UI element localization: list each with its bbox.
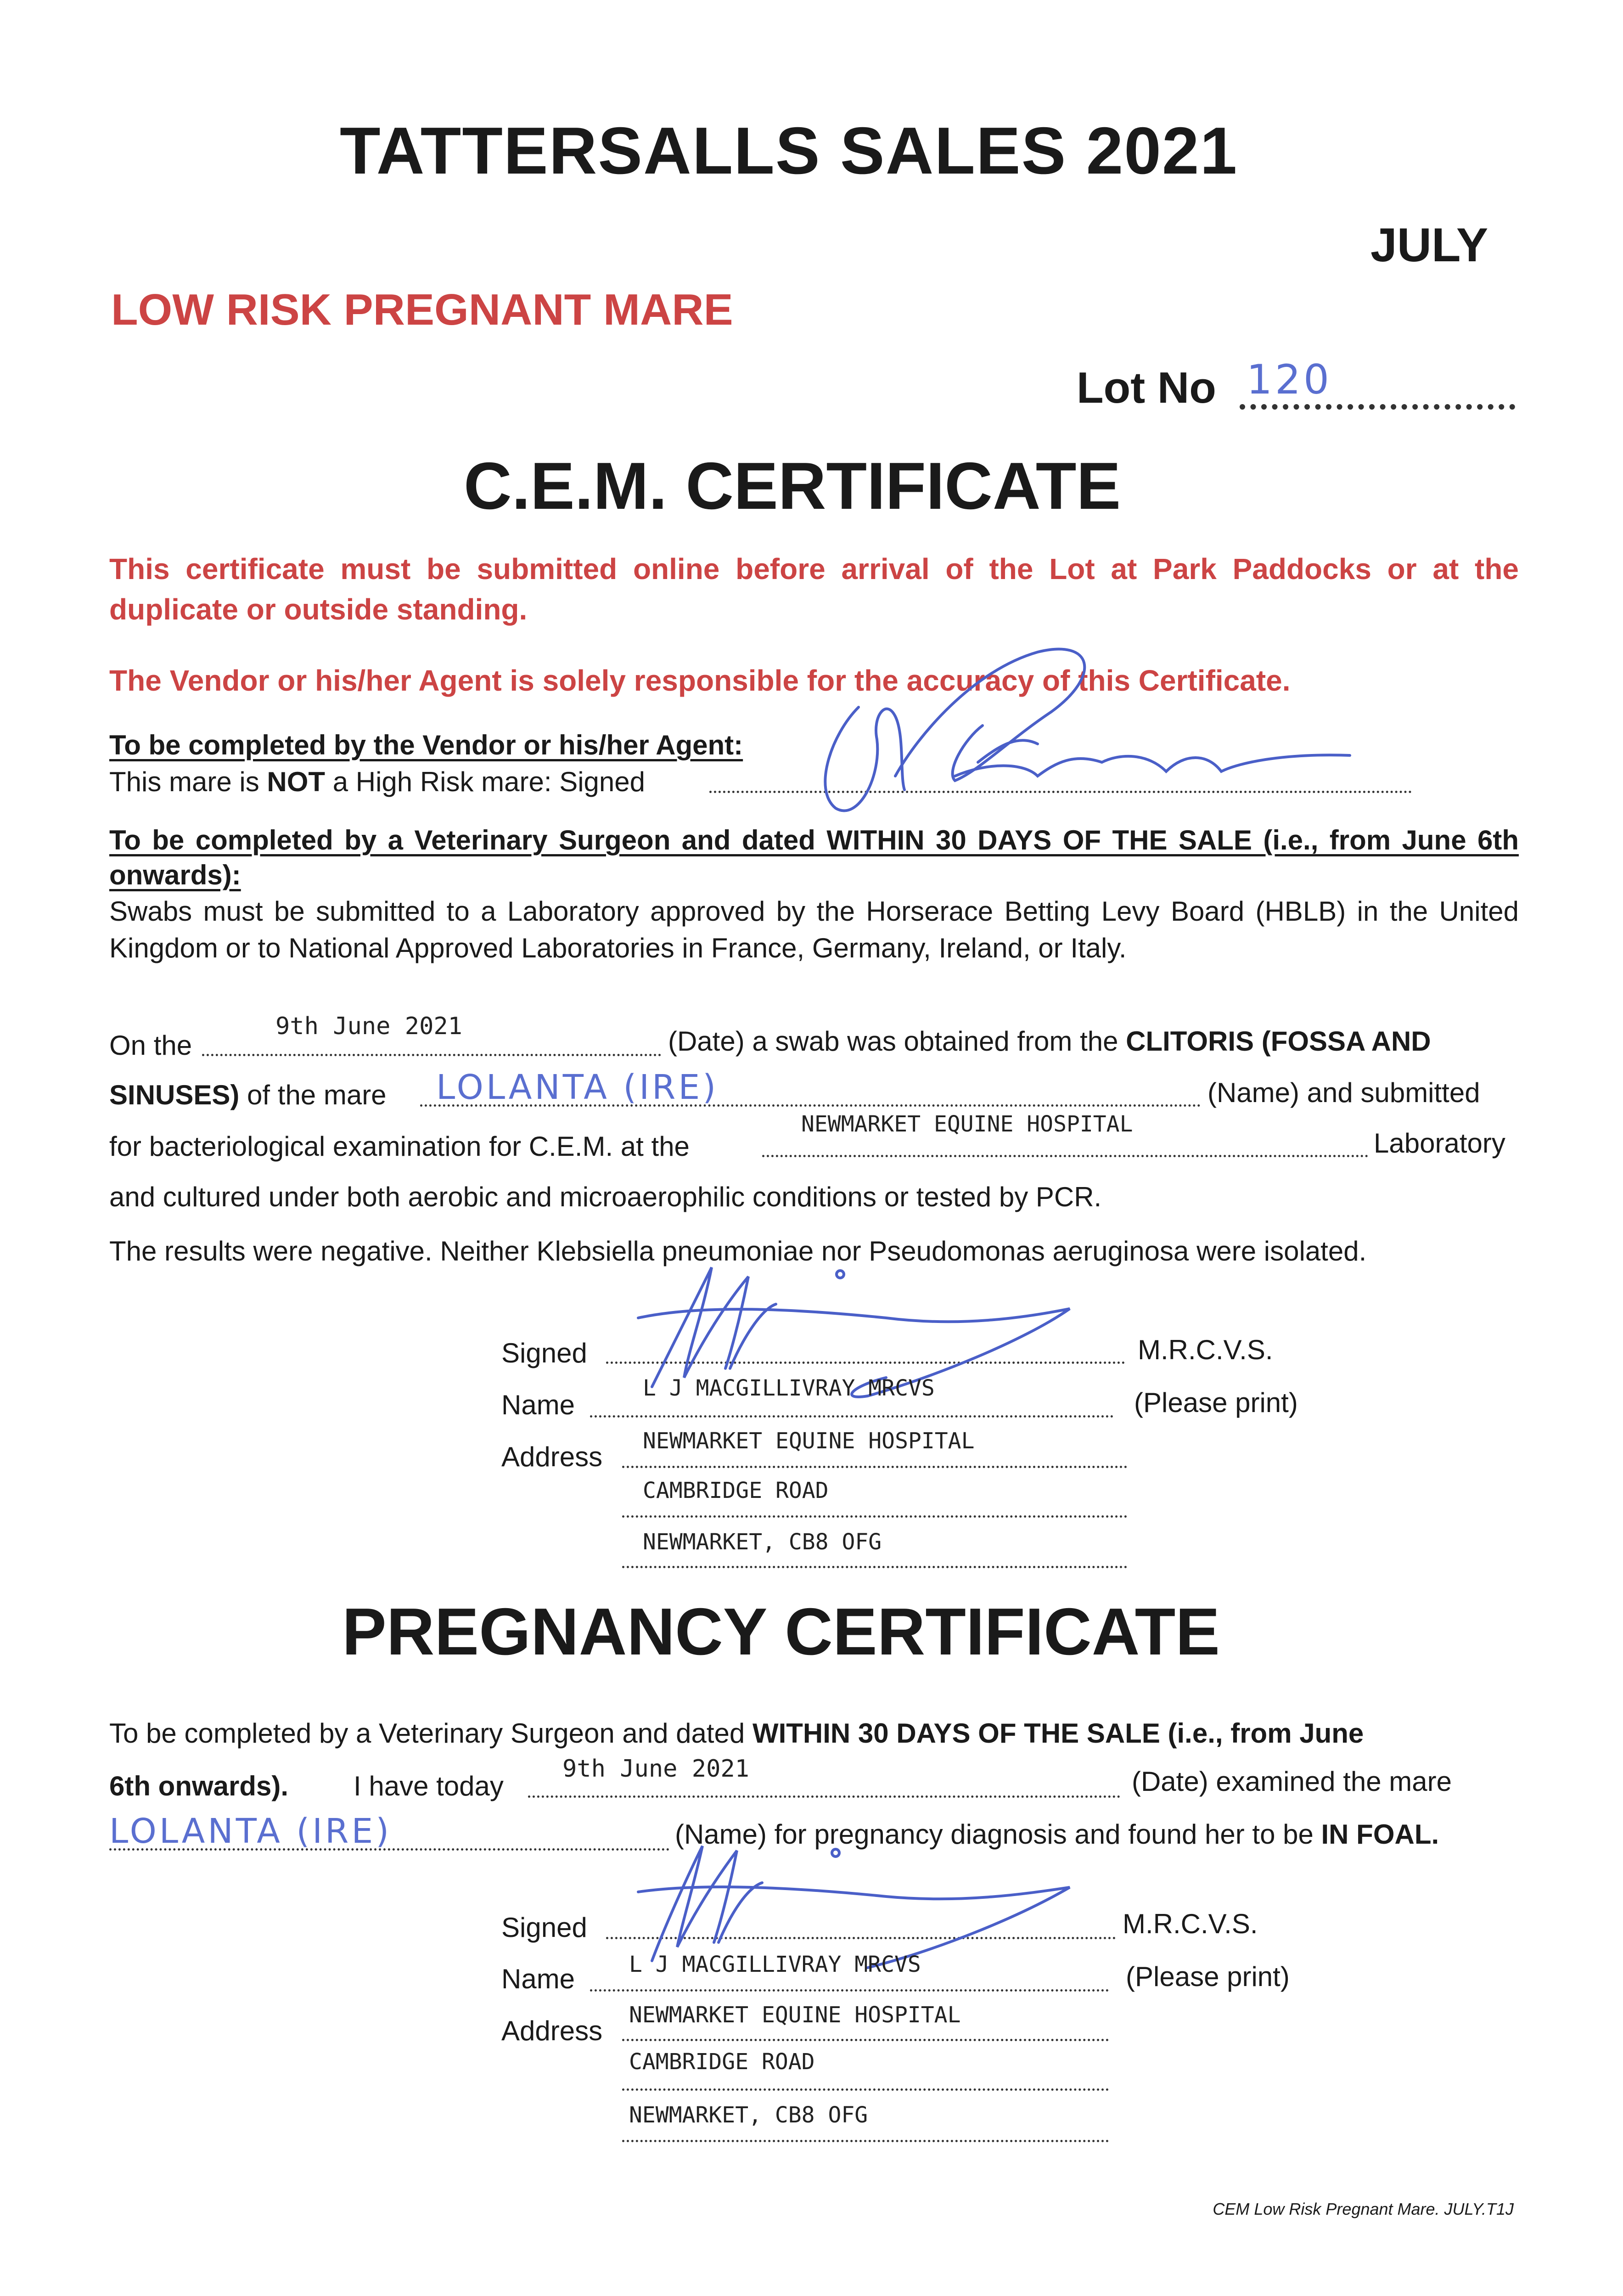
- cem-mare-name: LOLANTA (IRE): [436, 1068, 719, 1107]
- preg-vet-name: L J MACGILLIVRAY MRCVS: [629, 1952, 921, 1977]
- preg-name-dots: [590, 1989, 1109, 1992]
- preg-sixth: 6th onwards).: [109, 1771, 289, 1801]
- cem-mare-line: [109, 1079, 387, 1111]
- preg-address-line-3: NEWMARKET, CB8 OFG: [629, 2102, 868, 2128]
- cem-date-value: 9th June 2021: [275, 1013, 462, 1040]
- sinuses-text: SINUSES): [109, 1080, 240, 1110]
- preg-address-line-2: CAMBRIDGE ROAD: [629, 2049, 815, 2075]
- cem-address-dots-2: [622, 1515, 1127, 1518]
- cem-please-print: (Please print): [1134, 1387, 1298, 1418]
- cem-address-label: Address: [501, 1441, 603, 1472]
- cem-lab-prefix: for bacteriological examination for C.E.M. at the: [109, 1131, 690, 1162]
- preg-address-line-1: NEWMARKET EQUINE HOSPITAL: [629, 2002, 961, 2028]
- cem-address-dots-1: [622, 1466, 1127, 1468]
- pregnancy-title: PREGNANCY CERTIFICATE: [342, 1594, 1220, 1669]
- cem-date-suffix-text: (Date) a swab was obtained from the: [668, 1026, 1126, 1057]
- vet-heading: To be completed by a Veterinary Surgeon and dated WITHIN 30 DAYS OF THE SALE (i.e., from June 6th onwards):: [109, 825, 1519, 890]
- preg-line-1: [109, 1717, 1519, 1749]
- vendor-heading: To be completed by the Vendor or his/her Agent:: [109, 730, 743, 760]
- cem-results: The results were negative. Neither Klebsiella pneumoniae nor Pseudomonas aeruginosa were isolated.: [109, 1236, 1367, 1266]
- cem-name-label: Name: [501, 1390, 575, 1420]
- cem-address-dots-3: [622, 1566, 1127, 1568]
- cem-lab-dots: [762, 1155, 1368, 1157]
- cem-date-suffix: [668, 1025, 1431, 1057]
- preg-name-suffix-text: (Name) for pregnancy diagnosis and found her to be: [675, 1819, 1321, 1850]
- preg-date-value: 9th June 2021: [562, 1755, 749, 1783]
- preg-address-dots-3: [622, 2140, 1109, 2142]
- preg-line-1-text: To be completed by a Veterinary Surgeon and dated: [109, 1718, 753, 1749]
- cem-date-suffix-bold: CLITORIS (FOSSA AND: [1126, 1026, 1431, 1057]
- lot-dotted-line: [1240, 404, 1515, 410]
- vendor-line-not: NOT: [267, 766, 326, 797]
- sale-month: JULY: [1370, 219, 1488, 272]
- preg-in-foal: IN FOAL.: [1321, 1819, 1439, 1850]
- preg-address-label: Address: [501, 2015, 603, 2046]
- preg-have-today: I have today: [354, 1771, 504, 1801]
- cem-address-line-1: NEWMARKET EQUINE HOSPITAL: [643, 1428, 975, 1454]
- cem-date-line: [202, 1054, 661, 1056]
- vendor-line-pre: This mare is: [109, 766, 267, 797]
- cem-title: C.E.M. CERTIFICATE: [464, 449, 1121, 523]
- cem-cultured: and cultured under both aerobic and microaerophilic conditions or tested by PCR.: [109, 1182, 1102, 1212]
- preg-mare-name: LOLANTA (IRE): [109, 1812, 392, 1851]
- cem-name-suffix: (Name) and submitted: [1207, 1077, 1480, 1108]
- preg-mrcvs: M.R.C.V.S.: [1123, 1908, 1258, 1939]
- footer-ref: CEM Low Risk Pregnant Mare. JULY.T1J: [1213, 2200, 1514, 2218]
- cem-name-dots: [590, 1415, 1113, 1418]
- cem-notice-responsibility: The Vendor or his/her Agent is solely responsible for the accuracy of this Certificate.: [109, 664, 1291, 697]
- preg-name-label: Name: [501, 1964, 575, 1994]
- preg-line-1-bold: WITHIN 30 DAYS OF THE SALE (i.e., from June: [752, 1718, 1364, 1749]
- preg-date-suffix: (Date) examined the mare: [1132, 1766, 1452, 1797]
- cem-address-line-2: CAMBRIDGE ROAD: [643, 1478, 829, 1503]
- vendor-line: [109, 766, 645, 798]
- of-the-mare-text: of the mare: [239, 1080, 387, 1110]
- cem-lab-value: NEWMARKET EQUINE HOSPITAL: [801, 1111, 1133, 1137]
- preg-please-print: (Please print): [1126, 1961, 1290, 1992]
- preg-signed-label: Signed: [501, 1912, 587, 1943]
- lot-label: Lot No: [1077, 363, 1216, 412]
- vet-instructions: Swabs must be submitted to a Laboratory approved by the Horserace Betting Levy Board (HBLB) in the United Kingdom or to National Approved Laboratories in France, Germany, Ireland, or Italy.: [109, 896, 1519, 963]
- main-title: TATTERSALLS SALES 2021: [340, 113, 1238, 188]
- cem-mrcvs: M.R.C.V.S.: [1138, 1334, 1273, 1365]
- cem-lab-suffix: Laboratory: [1374, 1128, 1505, 1159]
- preg-vet-signature[interactable]: [601, 1809, 1106, 1975]
- preg-date-dots: [528, 1795, 1120, 1798]
- cem-notice-submit: This certificate must be submitted online before arrival of the Lot at Park Paddocks or at the duplicate or outside standing.: [109, 552, 1519, 626]
- on-the-label: On the: [109, 1030, 192, 1061]
- risk-label: LOW RISK PREGNANT MARE: [111, 285, 733, 334]
- vendor-signature[interactable]: [781, 625, 1377, 836]
- lot-number: 120: [1247, 356, 1332, 403]
- vendor-line-post: a High Risk mare: Signed: [325, 766, 646, 797]
- preg-address-dots-1: [622, 2039, 1109, 2041]
- cem-vet-name: L J MACGILLIVRAY MRCVS: [643, 1375, 935, 1401]
- preg-address-dots-2: [622, 2088, 1109, 2091]
- cem-signed-label: Signed: [501, 1338, 587, 1368]
- cem-address-line-3: NEWMARKET, CB8 OFG: [643, 1529, 882, 1555]
